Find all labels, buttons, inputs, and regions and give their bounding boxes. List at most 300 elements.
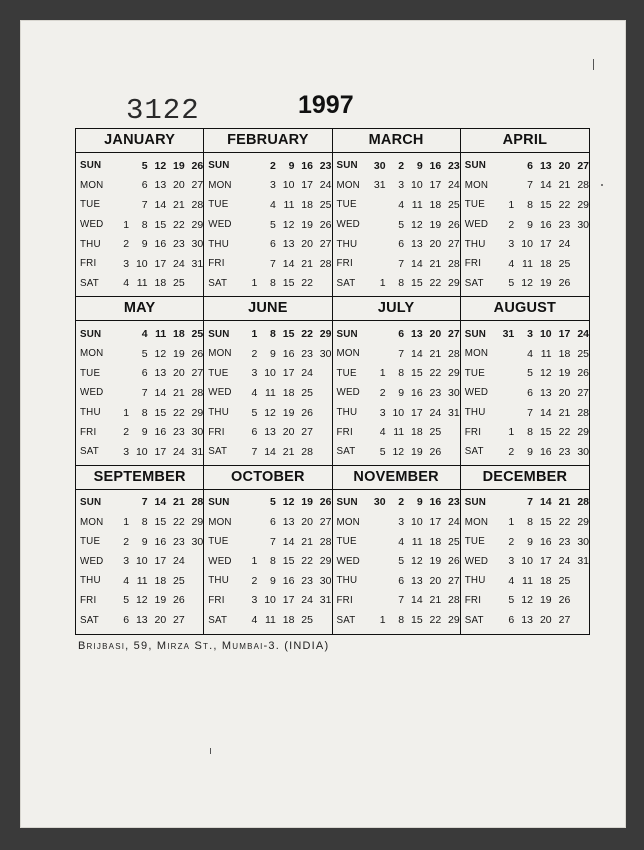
date-cell: 22: [558, 426, 571, 439]
date-cell: 7: [141, 496, 148, 509]
date-cell: 6: [398, 328, 405, 341]
weekday-label: SUN: [80, 160, 102, 172]
weekday-label: WED: [80, 387, 104, 399]
month-name: MARCH: [333, 129, 460, 153]
date-cell: 14: [154, 496, 167, 509]
date-cell: 10: [135, 555, 148, 568]
weekday-row: [465, 571, 589, 591]
date-cell: 20: [429, 328, 442, 341]
weekday-row: [465, 195, 589, 215]
date-cell: 29: [577, 198, 589, 211]
date-cell: 19: [301, 496, 313, 509]
date-cell: 23: [448, 159, 460, 172]
week-rows: [333, 153, 460, 293]
date-cell: 4: [251, 386, 258, 399]
date-cell: 9: [527, 535, 533, 548]
weekday-label: SUN: [80, 496, 102, 508]
month-february: [204, 129, 332, 297]
month-december: [461, 466, 589, 634]
date-cell: 4: [398, 535, 405, 548]
publisher-footer: Brijbasi, 59, Mirza St., Mumbai-3. (INDIA): [78, 640, 330, 652]
date-cell: 7: [398, 257, 405, 270]
calendar-card: [20, 20, 626, 828]
date-cell: 7: [527, 496, 533, 509]
date-cell: 12: [410, 218, 423, 231]
weekday-row: [465, 551, 589, 571]
date-cell: 9: [270, 574, 276, 587]
weekday-row: [80, 442, 203, 462]
date-cell: 16: [282, 574, 295, 587]
weekday-label: FRI: [208, 258, 225, 270]
date-cell: 4: [527, 347, 533, 360]
month-grid: [75, 128, 590, 635]
date-cell: 14: [410, 594, 423, 607]
date-cell: 2: [251, 574, 258, 587]
date-cell: 18: [539, 257, 552, 270]
date-cell: 12: [154, 159, 167, 172]
weekday-label: THU: [336, 575, 358, 587]
weekday-row: [208, 324, 331, 344]
date-cell: 4: [123, 574, 130, 587]
date-cell: 18: [173, 328, 185, 341]
date-cell: 29: [577, 516, 589, 529]
date-cell: 23: [448, 496, 460, 509]
weekday-label: THU: [208, 407, 229, 418]
date-cell: 4: [508, 257, 515, 270]
date-cell: 9: [416, 496, 423, 509]
month-january: [76, 129, 204, 297]
date-cell: 17: [154, 445, 167, 458]
date-cell: 21: [558, 496, 571, 509]
date-cell: 18: [539, 574, 552, 587]
print-mark: [593, 59, 594, 70]
date-cell: 6: [123, 614, 130, 627]
date-cell: 22: [173, 406, 185, 419]
weekday-label: SUN: [336, 496, 358, 508]
date-cell: 27: [191, 367, 204, 380]
date-cell: 15: [410, 614, 423, 627]
date-cell: 22: [301, 328, 313, 341]
weekday-label: SUN: [336, 160, 358, 172]
date-cell: 12: [521, 594, 533, 607]
weekday-row: [80, 156, 203, 176]
date-cell: 26: [191, 347, 204, 360]
week-rows: [204, 321, 331, 461]
date-cell: 8: [270, 555, 276, 568]
date-cell: 4: [270, 198, 276, 211]
date-cell: 19: [429, 555, 442, 568]
weekday-label: MON: [80, 348, 104, 360]
date-cell: 24: [577, 328, 589, 341]
date-cell: 8: [527, 198, 533, 211]
date-cell: 2: [123, 535, 130, 548]
month-name: AUGUST: [461, 297, 589, 321]
date-cell: 10: [521, 238, 533, 251]
weekday-row: [80, 422, 203, 442]
date-cell: 31: [373, 179, 386, 192]
weekday-label: MON: [464, 516, 489, 528]
weekday-label: MON: [464, 348, 489, 360]
date-cell: 21: [429, 594, 442, 607]
date-cell: 30: [191, 238, 204, 251]
date-cell: 20: [429, 574, 442, 587]
month-name: JUNE: [204, 297, 331, 321]
date-cell: 23: [173, 238, 185, 251]
date-cell: 6: [508, 614, 515, 627]
weekday-label: MON: [464, 179, 489, 191]
date-cell: 27: [448, 328, 460, 341]
weekday-row: [208, 176, 331, 196]
month-name: NOVEMBER: [333, 466, 460, 490]
date-cell: 12: [539, 367, 552, 380]
date-cell: 4: [123, 277, 130, 290]
date-cell: 13: [539, 159, 552, 172]
date-cell: 26: [429, 445, 442, 458]
date-cell: 27: [577, 159, 589, 172]
date-cell: 21: [558, 179, 571, 192]
weekday-label: SAT: [336, 277, 356, 289]
weekday-label: MON: [80, 516, 104, 528]
weekday-row: [208, 571, 331, 591]
date-cell: 22: [429, 614, 442, 627]
weekday-row: [208, 591, 331, 611]
date-cell: 7: [527, 179, 533, 192]
weekday-row: [337, 442, 460, 462]
date-cell: 20: [539, 614, 552, 627]
date-cell: 11: [264, 614, 276, 627]
weekday-row: [337, 403, 460, 423]
date-cell: 11: [540, 347, 552, 360]
date-cell: 27: [173, 614, 185, 627]
weekday-row: [80, 215, 203, 235]
month-name: FEBRUARY: [204, 129, 331, 153]
date-cell: 28: [319, 257, 332, 270]
date-cell: 14: [410, 257, 423, 270]
date-cell: 26: [558, 277, 571, 290]
date-cell: 12: [392, 445, 405, 458]
weekday-row: [208, 344, 331, 364]
weekday-label: TUE: [208, 199, 229, 211]
weekday-row: [208, 234, 331, 254]
date-cell: 25: [448, 198, 460, 211]
date-cell: 18: [282, 614, 295, 627]
date-cell: 5: [379, 445, 386, 458]
date-cell: 20: [558, 386, 571, 399]
date-cell: 3: [251, 594, 258, 607]
date-cell: 10: [264, 367, 276, 380]
weekday-row: [80, 493, 203, 513]
weekday-label: THU: [336, 407, 358, 418]
date-cell: 26: [577, 367, 589, 380]
weekday-label: SAT: [336, 446, 356, 458]
date-cell: 29: [191, 516, 204, 529]
date-cell: 22: [429, 277, 442, 290]
weekday-row: [80, 571, 203, 591]
date-cell: 29: [577, 426, 589, 439]
date-cell: 22: [429, 367, 442, 380]
date-cell: 2: [251, 347, 258, 360]
date-cell: 10: [135, 257, 148, 270]
weekday-row: [337, 532, 460, 552]
date-cell: 8: [141, 406, 148, 419]
date-cell: 13: [154, 367, 167, 380]
date-cell: 1: [123, 516, 130, 529]
weekday-row: [80, 551, 203, 571]
date-cell: 9: [141, 535, 148, 548]
weekday-row: [208, 156, 331, 176]
date-cell: 27: [301, 426, 313, 439]
date-cell: 8: [527, 516, 533, 529]
weekday-label: MON: [336, 516, 360, 528]
date-cell: 3: [527, 328, 533, 341]
weekday-row: [465, 254, 589, 274]
date-cell: 9: [141, 426, 148, 439]
date-cell: 6: [141, 179, 148, 192]
date-cell: 5: [508, 594, 515, 607]
week-rows: [461, 153, 589, 293]
date-cell: 19: [282, 406, 295, 419]
weekday-row: [208, 403, 331, 423]
date-cell: 18: [410, 426, 423, 439]
date-cell: 4: [141, 328, 148, 341]
date-cell: 13: [154, 179, 167, 192]
date-cell: 26: [301, 406, 313, 419]
date-cell: 17: [282, 594, 295, 607]
week-rows: [333, 490, 460, 630]
weekday-label: FRI: [208, 594, 225, 606]
weekday-label: TUE: [80, 199, 101, 211]
weekday-row: [465, 532, 589, 552]
date-cell: 1: [251, 328, 258, 341]
date-cell: 16: [154, 426, 167, 439]
date-cell: 21: [429, 257, 442, 270]
weekday-label: TUE: [80, 367, 101, 379]
date-cell: 1: [508, 516, 515, 529]
date-cell: 6: [270, 238, 276, 251]
date-cell: 14: [539, 406, 552, 419]
weekday-row: [465, 383, 589, 403]
week-rows: [76, 490, 203, 630]
weekday-label: FRI: [80, 426, 97, 438]
date-cell: 31: [319, 594, 332, 607]
date-cell: 26: [448, 555, 460, 568]
date-cell: 4: [398, 198, 405, 211]
date-cell: 13: [282, 516, 295, 529]
weekday-row: [208, 274, 331, 294]
date-cell: 25: [558, 257, 571, 270]
date-cell: 30: [373, 159, 386, 172]
date-cell: 27: [448, 574, 460, 587]
calendar-year: 1997: [298, 91, 354, 119]
weekday-row: [465, 324, 589, 344]
date-cell: 1: [508, 198, 515, 211]
weekday-label: SUN: [208, 160, 230, 172]
weekday-label: WED: [336, 387, 360, 399]
date-cell: 25: [577, 347, 589, 360]
date-cell: 5: [398, 218, 405, 231]
date-cell: 2: [123, 426, 130, 439]
date-cell: 23: [301, 347, 313, 360]
weekday-label: TUE: [336, 536, 357, 548]
date-cell: 3: [123, 257, 130, 270]
date-cell: 25: [319, 198, 332, 211]
date-cell: 11: [411, 535, 423, 548]
date-cell: 29: [448, 367, 460, 380]
date-cell: 18: [282, 386, 295, 399]
date-cell: 5: [398, 555, 405, 568]
date-cell: 28: [448, 347, 460, 360]
date-cell: 7: [398, 347, 405, 360]
week-rows: [204, 153, 331, 293]
weekday-label: SAT: [464, 446, 484, 458]
weekday-row: [337, 254, 460, 274]
date-cell: 28: [191, 198, 204, 211]
date-cell: 10: [264, 594, 276, 607]
date-cell: 20: [558, 159, 571, 172]
date-cell: 18: [429, 198, 442, 211]
date-cell: 15: [282, 277, 295, 290]
date-cell: 9: [270, 347, 276, 360]
date-cell: 12: [282, 496, 295, 509]
date-cell: 13: [410, 328, 423, 341]
date-cell: 17: [301, 179, 313, 192]
weekday-row: [80, 234, 203, 254]
weekday-row: [337, 422, 460, 442]
date-cell: 24: [429, 406, 442, 419]
date-cell: 31: [191, 257, 204, 270]
date-cell: 12: [410, 555, 423, 568]
weekday-label: SAT: [80, 446, 99, 458]
date-cell: 4: [379, 426, 386, 439]
date-cell: 2: [508, 218, 515, 231]
date-cell: 9: [527, 445, 533, 458]
date-cell: 9: [288, 159, 295, 172]
date-cell: 31: [502, 328, 515, 341]
weekday-label: MON: [208, 348, 232, 360]
date-cell: 23: [429, 386, 442, 399]
weekday-row: [80, 403, 203, 423]
weekday-row: [80, 610, 203, 630]
date-cell: 21: [173, 198, 185, 211]
date-cell: 13: [264, 426, 276, 439]
date-cell: 19: [429, 218, 442, 231]
date-cell: 7: [270, 257, 276, 270]
date-cell: 16: [539, 445, 552, 458]
date-cell: 14: [410, 347, 423, 360]
weekday-row: [80, 512, 203, 532]
date-cell: 22: [558, 198, 571, 211]
date-cell: 18: [154, 574, 167, 587]
date-cell: 23: [319, 159, 332, 172]
date-cell: 7: [141, 386, 148, 399]
date-cell: 3: [251, 367, 258, 380]
date-cell: 25: [191, 328, 204, 341]
month-name: DECEMBER: [461, 466, 589, 490]
weekday-row: [208, 254, 331, 274]
weekday-label: THU: [336, 238, 358, 250]
weekday-label: THU: [80, 238, 101, 250]
date-cell: 9: [416, 159, 423, 172]
date-cell: 31: [191, 445, 204, 458]
date-cell: 10: [410, 516, 423, 529]
weekday-label: FRI: [336, 426, 353, 438]
date-cell: 11: [411, 198, 423, 211]
date-cell: 28: [448, 257, 460, 270]
weekday-label: WED: [336, 555, 360, 567]
date-cell: 30: [373, 496, 386, 509]
weekday-label: WED: [208, 387, 232, 399]
date-cell: 5: [141, 159, 148, 172]
weekday-row: [337, 551, 460, 571]
date-cell: 14: [539, 496, 552, 509]
date-cell: 24: [301, 594, 313, 607]
date-cell: 17: [539, 555, 552, 568]
weekday-row: [337, 156, 460, 176]
date-cell: 26: [558, 594, 571, 607]
date-cell: 19: [558, 367, 571, 380]
weekday-label: WED: [208, 219, 232, 231]
weekday-row: [80, 532, 203, 552]
weekday-row: [208, 532, 331, 552]
date-cell: 17: [154, 555, 167, 568]
date-cell: 20: [301, 238, 313, 251]
weekday-row: [465, 344, 589, 364]
date-cell: 31: [577, 555, 589, 568]
date-cell: 15: [282, 328, 295, 341]
date-cell: 18: [558, 347, 571, 360]
date-cell: 8: [141, 218, 148, 231]
date-cell: 21: [282, 445, 295, 458]
weekday-label: THU: [80, 575, 101, 587]
date-cell: 4: [251, 614, 258, 627]
date-cell: 15: [410, 367, 423, 380]
date-cell: 23: [558, 445, 571, 458]
month-name: APRIL: [461, 129, 589, 153]
date-cell: 8: [270, 328, 276, 341]
weekday-row: [337, 383, 460, 403]
date-cell: 1: [123, 218, 130, 231]
date-cell: 20: [429, 238, 442, 251]
date-cell: 8: [270, 277, 276, 290]
date-cell: 20: [154, 614, 167, 627]
date-cell: 29: [191, 218, 204, 231]
date-cell: 17: [558, 328, 571, 341]
weekday-label: SAT: [464, 277, 484, 289]
weekday-label: THU: [208, 575, 229, 587]
weekday-row: [337, 591, 460, 611]
date-cell: 19: [154, 594, 167, 607]
date-cell: 2: [270, 159, 276, 172]
date-cell: 6: [527, 386, 533, 399]
weekday-row: [465, 610, 589, 630]
weekday-row: [465, 176, 589, 196]
weekday-label: WED: [80, 219, 104, 231]
weekday-label: TUE: [336, 367, 357, 379]
date-cell: 15: [154, 218, 167, 231]
weekday-row: [80, 383, 203, 403]
date-cell: 6: [398, 238, 405, 251]
date-cell: 30: [319, 574, 332, 587]
weekday-label: SAT: [336, 614, 356, 626]
month-april: [461, 129, 589, 297]
date-cell: 22: [173, 218, 185, 231]
week-rows: [333, 321, 460, 461]
date-cell: 28: [448, 594, 460, 607]
date-cell: 30: [448, 386, 460, 399]
date-cell: 29: [319, 555, 332, 568]
date-cell: 21: [301, 257, 313, 270]
weekday-row: [337, 512, 460, 532]
